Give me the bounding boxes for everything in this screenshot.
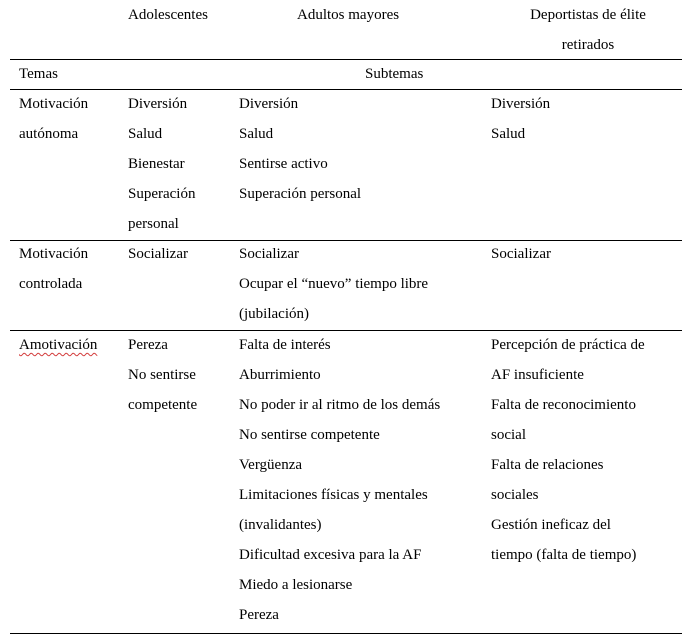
list-item: Socializar [128,246,188,262]
list-item: personal [128,216,179,232]
row-header-subtemas-text: Subtemas [365,66,424,82]
list-item: Socializar [491,246,551,262]
list-item: Salud [128,126,163,142]
list-item: Miedo a lesionarse [239,577,353,593]
list-item: No sentirse [128,367,196,383]
row2-tema-line: controlada [19,276,83,292]
list-item: Gestión ineficaz del [491,517,611,533]
row1-adolescentes [128,89,195,239]
list-item: tiempo (falta de tiempo) [491,547,637,563]
row3-adolescentes [128,330,197,420]
list-item: Percepción de práctica de [491,337,645,353]
row1-tema-line: Motivación [19,96,89,112]
row-header-temas-text: Temas [19,66,58,82]
list-item: Salud [239,126,274,142]
list-item: Diversión [491,96,551,112]
list-item: (invalidantes) [239,517,322,533]
list-item: Diversión [239,96,299,112]
col-header-deportistas-line1: Deportistas de élite [530,7,646,23]
row-header-temas [19,59,58,89]
list-item: Pereza [128,337,168,353]
row1-tema-line: autónoma [19,126,79,142]
row1-deportistas [491,89,550,149]
col-header-adultos-text: Adultos mayores [297,7,400,23]
col-header-adultos [297,0,399,30]
list-item: Superación [128,186,196,202]
list-item: Pereza [239,607,279,623]
col-header-deportistas-line2: retirados [561,37,615,53]
list-item: Sentirse activo [239,156,328,172]
list-item: (jubilación) [239,306,309,322]
row3-tema [19,330,97,360]
list-item: AF insuficiente [491,367,584,383]
list-item: No poder ir al ritmo de los demás [239,397,441,413]
list-item: Falta de reconocimiento [491,397,636,413]
row2-adolescentes [128,239,188,269]
row2-tema-line: Motivación [19,246,89,262]
list-item: sociales [491,487,539,503]
row3-deportistas [491,330,645,570]
row1-adultos [239,89,361,209]
list-item: competente [128,397,198,413]
rule-bottom [10,633,682,634]
list-item: Vergüenza [239,457,303,473]
col-header-adolescentes [128,0,208,30]
list-item: Falta de interés [239,337,331,353]
list-item: social [491,427,526,443]
list-item: No sentirse competente [239,427,380,443]
row2-tema [19,239,88,299]
row-header-subtemas [365,59,423,89]
rule-top [10,59,682,60]
row2-deportistas [491,239,551,269]
col-header-adolescentes-text: Adolescentes [128,7,208,23]
list-item: Limitaciones físicas y mentales [239,487,428,503]
row1-tema [19,89,88,149]
list-item: Superación personal [239,186,362,202]
list-item: Dificultad excesiva para la AF [239,547,422,563]
list-item: Ocupar el “nuevo” tiempo libre [239,276,429,292]
row3-adultos [239,330,440,630]
list-item: Salud [491,126,526,142]
row3-tema-line: Amotivación [19,337,98,353]
row2-adultos [239,239,428,329]
list-item: Falta de relaciones [491,457,604,473]
list-item: Bienestar [128,156,185,172]
list-item: Diversión [128,96,188,112]
list-item: Socializar [239,246,299,262]
col-header-deportistas [494,0,682,60]
list-item: Aburrimiento [239,367,321,383]
